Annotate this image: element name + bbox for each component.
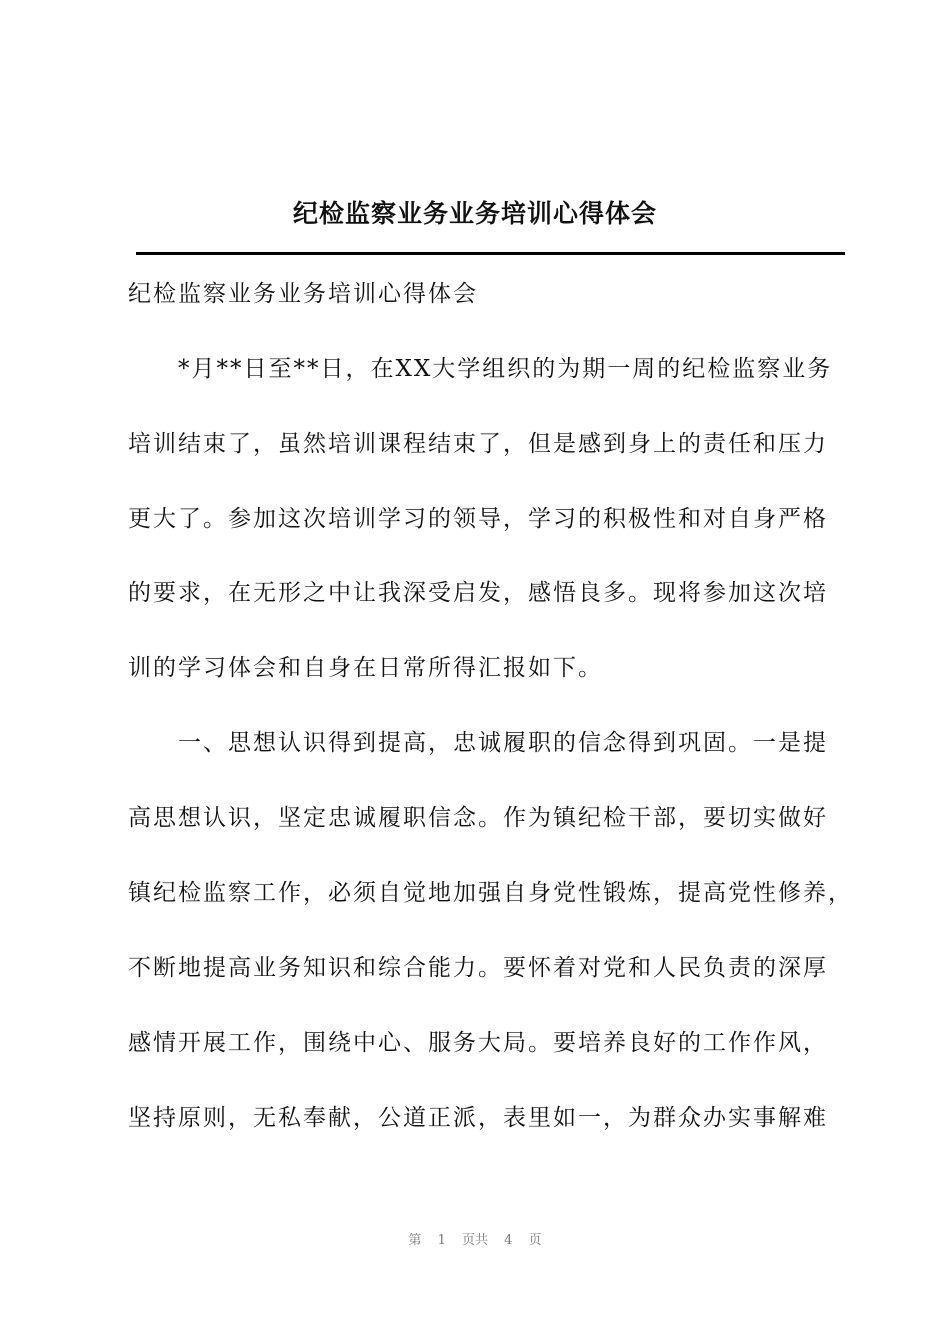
footer-page-suffix: 页 (528, 1233, 542, 1248)
document-title: 纪检监察业务业务培训心得体会 (292, 199, 657, 228)
body-line-7: 高思想认识，坚定忠诚履职信念。作为镇纪检干部，要切实做好 (128, 805, 828, 831)
body-line-1: *月**日至**日，在XX大学组织的为期一周的纪检监察业务 (178, 356, 833, 382)
body-line-2: 培训结束了，虽然培训课程结束了，但是感到身上的责任和压力 (128, 431, 828, 457)
page-footer (0, 1229, 950, 1248)
footer-page-number: 1 (437, 1233, 446, 1248)
title-underline-rule (136, 252, 845, 255)
body-line-5: 训的学习体会和自身在日常所得汇报如下。 (128, 655, 603, 681)
body-line-10: 感情开展工作，围绕中心、服务大局。要培养良好的工作作风， (128, 1030, 828, 1056)
body-line-8: 镇纪检监察工作，必须自觉地加强自身党性锻炼，提高党性修养， (128, 880, 853, 906)
footer-page-prefix: 第 (408, 1233, 422, 1248)
document-subtitle: 纪检监察业务业务培训心得体会 (128, 281, 478, 307)
body-line-4: 的要求，在无形之中让我深受启发，感悟良多。现将参加这次培 (128, 580, 828, 606)
footer-page-total: 4 (504, 1233, 513, 1248)
footer-page-mid: 页共 (461, 1233, 488, 1248)
body-line-11: 坚持原则，无私奉献，公道正派，表里如一，为群众办实事解难 (128, 1105, 828, 1131)
body-line-9: 不断地提高业务知识和综合能力。要怀着对党和人民负责的深厚 (128, 955, 828, 981)
body-line-3: 更大了。参加这次培训学习的领导，学习的积极性和对自身严格 (128, 506, 828, 532)
body-line-6: 一、思想认识得到提高，忠诚履职的信念得到巩固。一是提 (178, 730, 828, 756)
